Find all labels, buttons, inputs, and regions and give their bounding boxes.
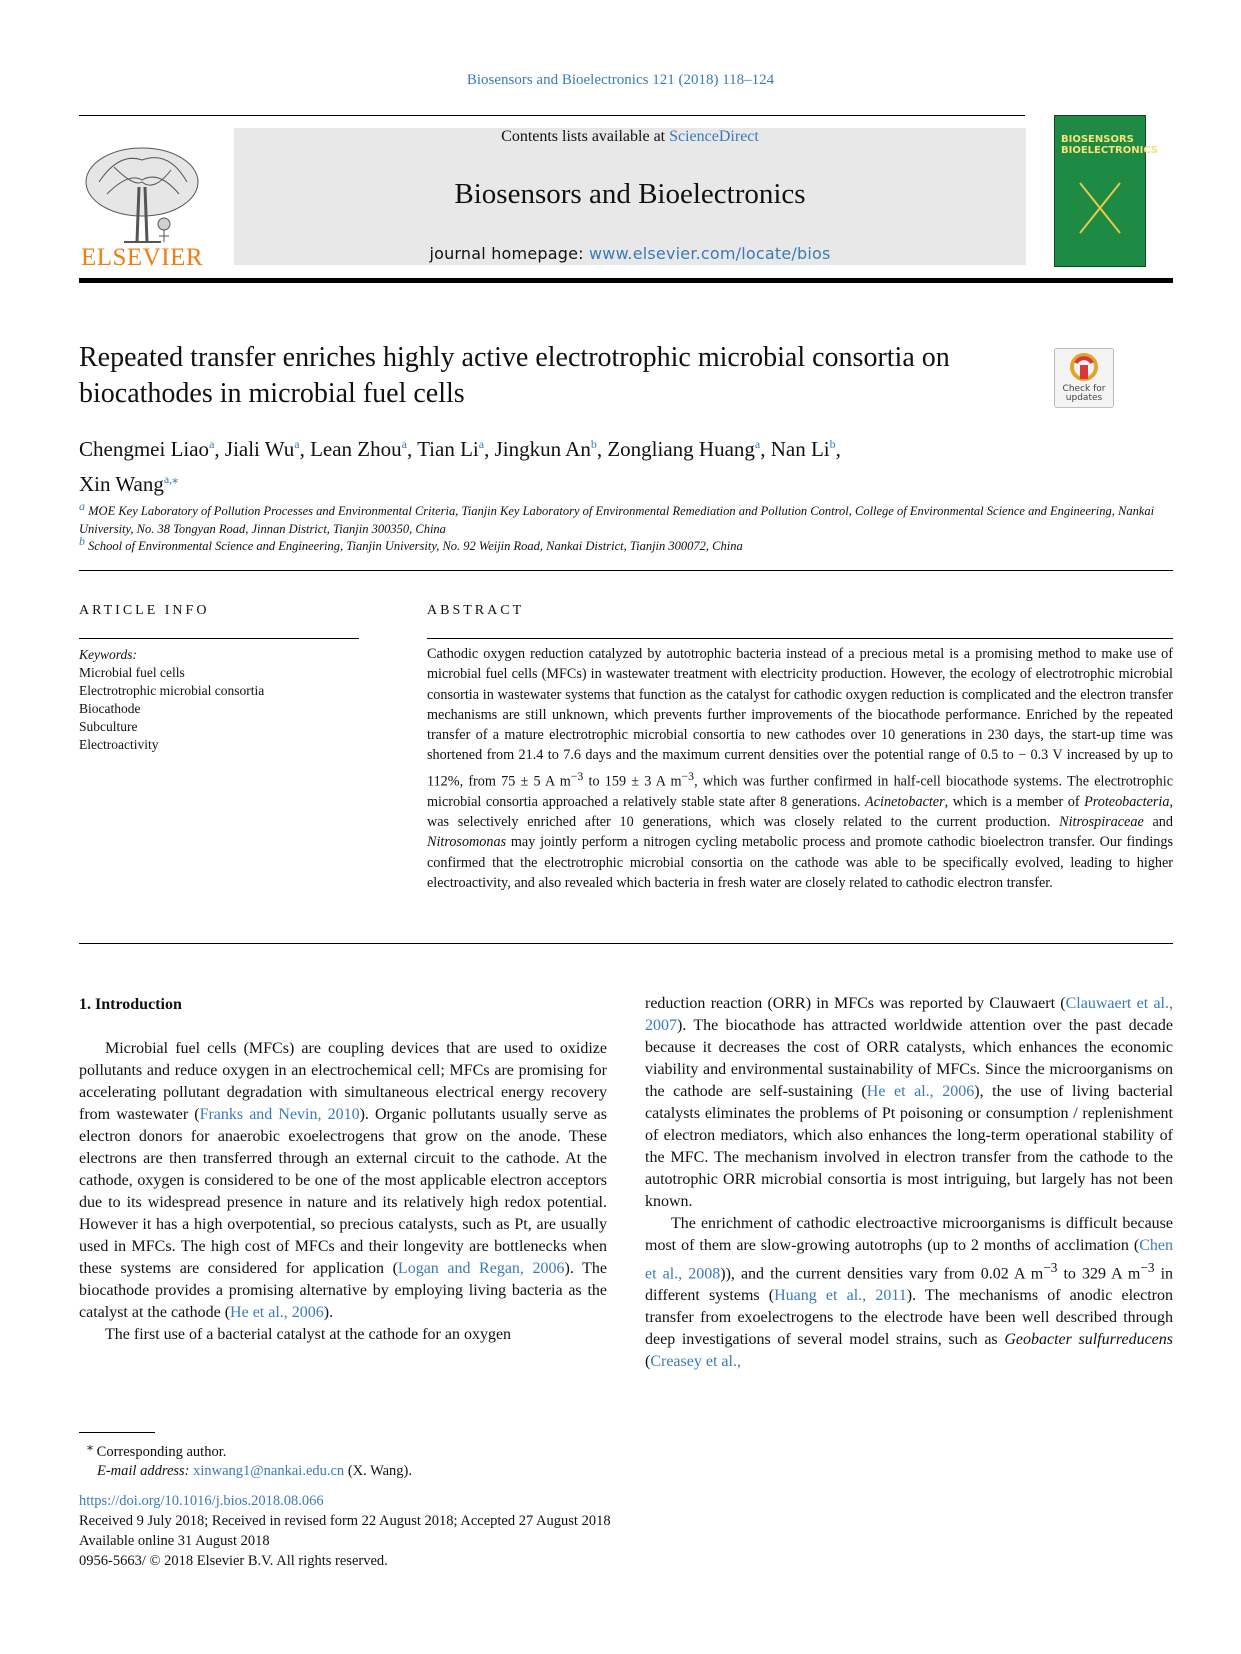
citation-link[interactable]: Huang et al., 2011 <box>774 1287 907 1305</box>
article-info-rule <box>79 638 359 639</box>
keywords-label: Keywords: <box>79 647 137 662</box>
author-affiliation-mark[interactable]: a <box>209 437 215 451</box>
abstract-rule <box>427 638 1173 639</box>
journal-cover-thumbnail[interactable] <box>1054 115 1159 267</box>
journal-homepage-line <box>234 244 1026 263</box>
author-affiliation-mark[interactable]: a <box>754 437 761 451</box>
citation-link[interactable]: Clauwaert et al., 2007 <box>645 995 1173 1034</box>
keyword-item: Microbial fuel cells <box>79 665 185 680</box>
journal-citation-link[interactable]: Biosensors and Bioelectronics 121 (2018) 118–124 <box>466 72 775 88</box>
author-affiliation-mark[interactable]: b <box>590 437 597 451</box>
abstract-heading: ABSTRACT <box>427 603 525 618</box>
email-link[interactable]: xinwang1@nankai.edu.cn <box>193 1462 345 1479</box>
affiliation-text: MOE Key Laboratory of Pollution Processes and Environmental Criteria, Tianjin Key Laboratory of Environmental Remediation and Pollution Control, College of Environmental Science and Engineering, Nankai University, No. 38 Tongyan Road, Jinnan District, Tianjin 300350, China <box>79 504 1155 537</box>
citation-link[interactable]: Chen et al., 2008 <box>645 1237 1173 1283</box>
header-top-rule <box>79 115 1025 116</box>
author-separator: , <box>214 437 225 461</box>
check-updates-label: Check for updates <box>1062 384 1106 403</box>
email-label: E-mail address: <box>97 1462 190 1479</box>
author-name[interactable]: Chengmei Liao <box>79 437 210 461</box>
citation-link[interactable]: Logan and Regan, 2006 <box>397 1260 565 1277</box>
author-affiliation-mark[interactable]: a,⁎ <box>163 472 179 486</box>
available-online: Available online 31 August 2018 <box>79 1533 270 1549</box>
footnote-rule <box>79 1432 155 1433</box>
author-affiliation-mark[interactable]: a <box>401 437 407 451</box>
citation-link[interactable]: He et al., 2006 <box>866 1083 975 1100</box>
author-separator: , <box>760 437 771 461</box>
affiliation-mark: b <box>79 534 85 548</box>
author-name[interactable]: Nan Li <box>770 437 830 461</box>
author-list <box>79 429 1173 499</box>
affiliation-mark: a <box>79 499 85 513</box>
abstract-bottom-rule <box>79 943 1173 944</box>
corresponding-author-footnote: ⁎ Corresponding author. E-mail address: xinwang1@nankai.edu.cn (X. Wang). <box>87 1439 413 1479</box>
author-name[interactable]: Jiali Wu <box>224 437 295 461</box>
journal-header-box <box>234 128 1026 265</box>
affiliation-rule <box>79 570 1173 571</box>
article-metadata-footer <box>79 1491 979 1571</box>
check-for-updates-button[interactable] <box>1054 348 1114 408</box>
section-heading-introduction: 1. Introduction <box>79 996 182 1013</box>
author-affiliation-mark[interactable]: a <box>294 437 300 451</box>
article-info-heading: ARTICLE INFO <box>79 603 210 618</box>
elsevier-wordmark: ELSEVIER <box>80 244 204 271</box>
body-paragraph: Microbial fuel cells (MFCs) are coupling devices that are used to oxidize pollutants and reduce oxygen in an electrochemical cell; MFCs are promising for accelerating pollutant degradation with simultaneous electrical energy recovery from wastewater (Franks and Nevin, 2010). Organic pollutants usually serve as electron donors for anaerobic exoelectrogens that grow on the anode. These electrons are then transferred through an external circuit to the cathode. At the cathode, oxygen is considered to be one of the most applicable electron acceptors due to its widespread presence in nature and its relatively high redox potential. However it has a high overpotential, so precious catalysts, such as Pt, are usually used in MFCs. The high cost of MFCs and their longevity are bottlenecks when these systems are considered for application (Logan and Regan, 2006). The biocathode provides a promising alternative by employing living bacteria as the catalyst at the cathode (He et al., 2006). <box>79 1040 608 1321</box>
author-name[interactable]: Zongliang Huang <box>607 437 755 461</box>
sciencedirect-link[interactable]: ScienceDirect <box>669 128 759 145</box>
paper-title: Repeated transfer enriches highly active electrotrophic microbial consortia on biocathodes in microbial fuel cells <box>79 342 950 409</box>
keyword-item: Biocathode <box>79 701 141 716</box>
body-column-left <box>79 1038 607 1346</box>
contents-prefix: Contents lists available at <box>501 128 666 145</box>
received-dates: Received 9 July 2018; Received in revised form 22 August 2018; Accepted 27 August 2018 <box>79 1513 611 1529</box>
author-separator: , <box>835 437 841 461</box>
citation-link[interactable]: Creasey et al., <box>650 1353 741 1371</box>
author-separator: , <box>299 437 311 461</box>
copyright-line: 0956-5663/ © 2018 Elsevier B.V. All rights reserved. <box>79 1553 388 1569</box>
body-paragraph: reduction reaction (ORR) in MFCs was reported by Clauwaert (Clauwaert et al., 2007). The biocathode has attracted worldwide attention over the past decade because it decreases the cost of ORR catalysts, which enhances the economic viability and environmental sustainability of MFCs. Since the microorganisms on the cathode are self-sustaining (He et al., 2006), the use of living bacterial catalysts eliminates the problems of Pt poisoning or consumption / replenishment of electron mediators, which also enhances the long-term operational stability of the MFC. The mechanism involved in electron transfer from the cathode to the autotrophic ORR microbial consortia is most intriguing, but largely has not been known. <box>645 995 1174 1210</box>
author-affiliation-mark[interactable]: a <box>478 437 485 451</box>
abstract-text: Cathodic oxygen reduction catalyzed by autotrophic bacteria instead of a precious metal is a promising method to make use of microbial fuel cells (MFCs) in wastewater treatment with electricity production. However, the ecology of electrotrophic microbial consortia in wastewater systems that function as the catalyst for cathodic oxygen reduction is complicated and the electron transfer mechanisms are still unknown, which prevents further improvements of the biocathode performance. Enriched by the repeated transfer of a mature electrotrophic microbial consortia to new cathodes over 10 generations in 230 days, the start-up time was shortened from 21.4 to 7.6 days and the maximum current densities over the potential range of 0.5 to − 0.3 V increased by up to 112%, from 75 ± 5 A $m^{-3}$ to 159 ± 3 A $m^{-3}$, which was further confirmed in half-cell biocathode systems. The electrotrophic microbial consortia approached a relatively stable state after 8 generations. Acinetobacter, which is a member of Proteobacteria, was selectively enriched after 10 generations, which was closely related to the current production. Nitrospiraceae and Nitrosomonas may jointly perform a nitrogen cycling metabolic process and promote cathodic bioelectron transfer. Our findings confirmed that the electrotrophic microbial consortia on the cathode was able to be specifically evolved, leading to higher electroactivity, and also revealed which bacteria in fresh water are closely related to cathodic electron transfer. <box>427 646 1174 891</box>
author-separator: , <box>484 437 495 461</box>
author-separator: , <box>406 437 418 461</box>
header-thick-rule <box>79 278 1173 283</box>
author-name[interactable]: Xin Wang <box>79 472 164 496</box>
doi-link[interactable]: https://doi.org/10.1016/j.bios.2018.08.066 <box>79 1493 324 1509</box>
keyword-item: Subculture <box>79 719 138 734</box>
homepage-prefix: journal homepage: <box>429 244 584 263</box>
cover-title: BIOSENSORS BIOELECTRONICS <box>1061 134 1159 156</box>
keywords-block <box>79 646 359 754</box>
body-paragraph: The enrichment of cathodic electroactive microorganisms is difficult because most of them are slow-growing autotrophs (up to 2 months of acclimation (Chen et al., 2008)), and the current densities vary from 0.02 A $m^{-3}$ to 329 A $m^{-3}$ in different systems (Huang et al., 2011). The mechanisms of anodic electron transfer from exoelectrogens to the electrode have been well described through deep investigations of several model strains, such as Geobacter sulfurreducens (Creasey et al., <box>645 1215 1174 1371</box>
body-column-right <box>645 993 1173 1373</box>
check-updates-icon <box>1070 353 1098 383</box>
body-paragraph: The first use of a bacterial catalyst at the cathode for an oxygen <box>105 1326 512 1343</box>
contents-available-line <box>234 128 1026 146</box>
author-name[interactable]: Lean Zhou <box>310 437 402 461</box>
affiliation-b <box>79 532 1173 555</box>
journal-homepage-link[interactable]: www.elsevier.com/locate/bios <box>589 244 831 263</box>
cover-graphic-icon <box>1075 178 1125 238</box>
keyword-item: Electrotrophic microbial consortia <box>79 683 265 698</box>
author-affiliation-mark[interactable]: b <box>829 437 836 451</box>
keyword-item: Electroactivity <box>79 737 159 752</box>
citation-link[interactable]: He et al., 2006 <box>230 1304 324 1321</box>
citation-link[interactable]: Franks and Nevin, 2010 <box>199 1106 360 1123</box>
author-separator: , <box>596 437 608 461</box>
author-name[interactable]: Tian Li <box>417 437 479 461</box>
author-name[interactable]: Jingkun An <box>494 437 591 461</box>
journal-title: Biosensors and Bioelectronics <box>454 178 806 210</box>
affiliation-text: School of Environmental Science and Engineering, Tianjin University, No. 92 Weijin Road, Nankai District, Tianjin 300072, China <box>88 539 743 554</box>
